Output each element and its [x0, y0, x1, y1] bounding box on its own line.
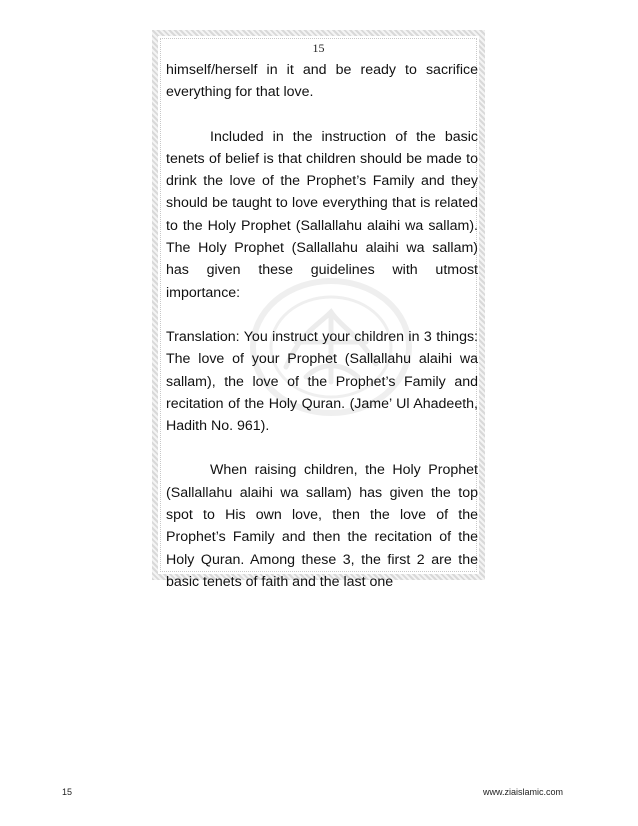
footer-page-number: 15	[62, 787, 73, 797]
paragraph-1: himself/herself in it and be ready to sacrifice everything for that love.	[166, 62, 478, 101]
paragraph-3-translation: Translation: You instruct your children in 3 things: The love of your Prophet (Sallallahu alaihi wa sallam), the love of the Prophet’s Family and recitation of the Holy Quran. (Jame’ Ul Ahadeeth, Hadith No. 961).	[166, 328, 478, 435]
footer-url[interactable]: www.ziaislamic.com	[482, 787, 563, 797]
paragraph-4: When raising children, the Holy Prophet (Sallallahu alaihi wa sallam) has given the top spot to His own love, then the love of the Prophet’s Family and then the recitation of the Holy Quran. Among these 3, the first 2 are the basic tenets of faith and the last one	[166, 462, 478, 590]
paragraph-2: Included in the instruction of the basic tenets of belief is that children should be made to drink the love of the Prophet’s Family and they should be taught to love everything that is related to the Holy Prophet (Sallallahu alaihi wa sallam). The Holy Prophet (Sallallahu alaihi wa sallam) has given these guidelines with utmost importance:	[166, 128, 478, 301]
body-text	[166, 59, 478, 593]
book-page-frame	[152, 30, 485, 590]
inner-page-number: 15	[312, 41, 325, 55]
